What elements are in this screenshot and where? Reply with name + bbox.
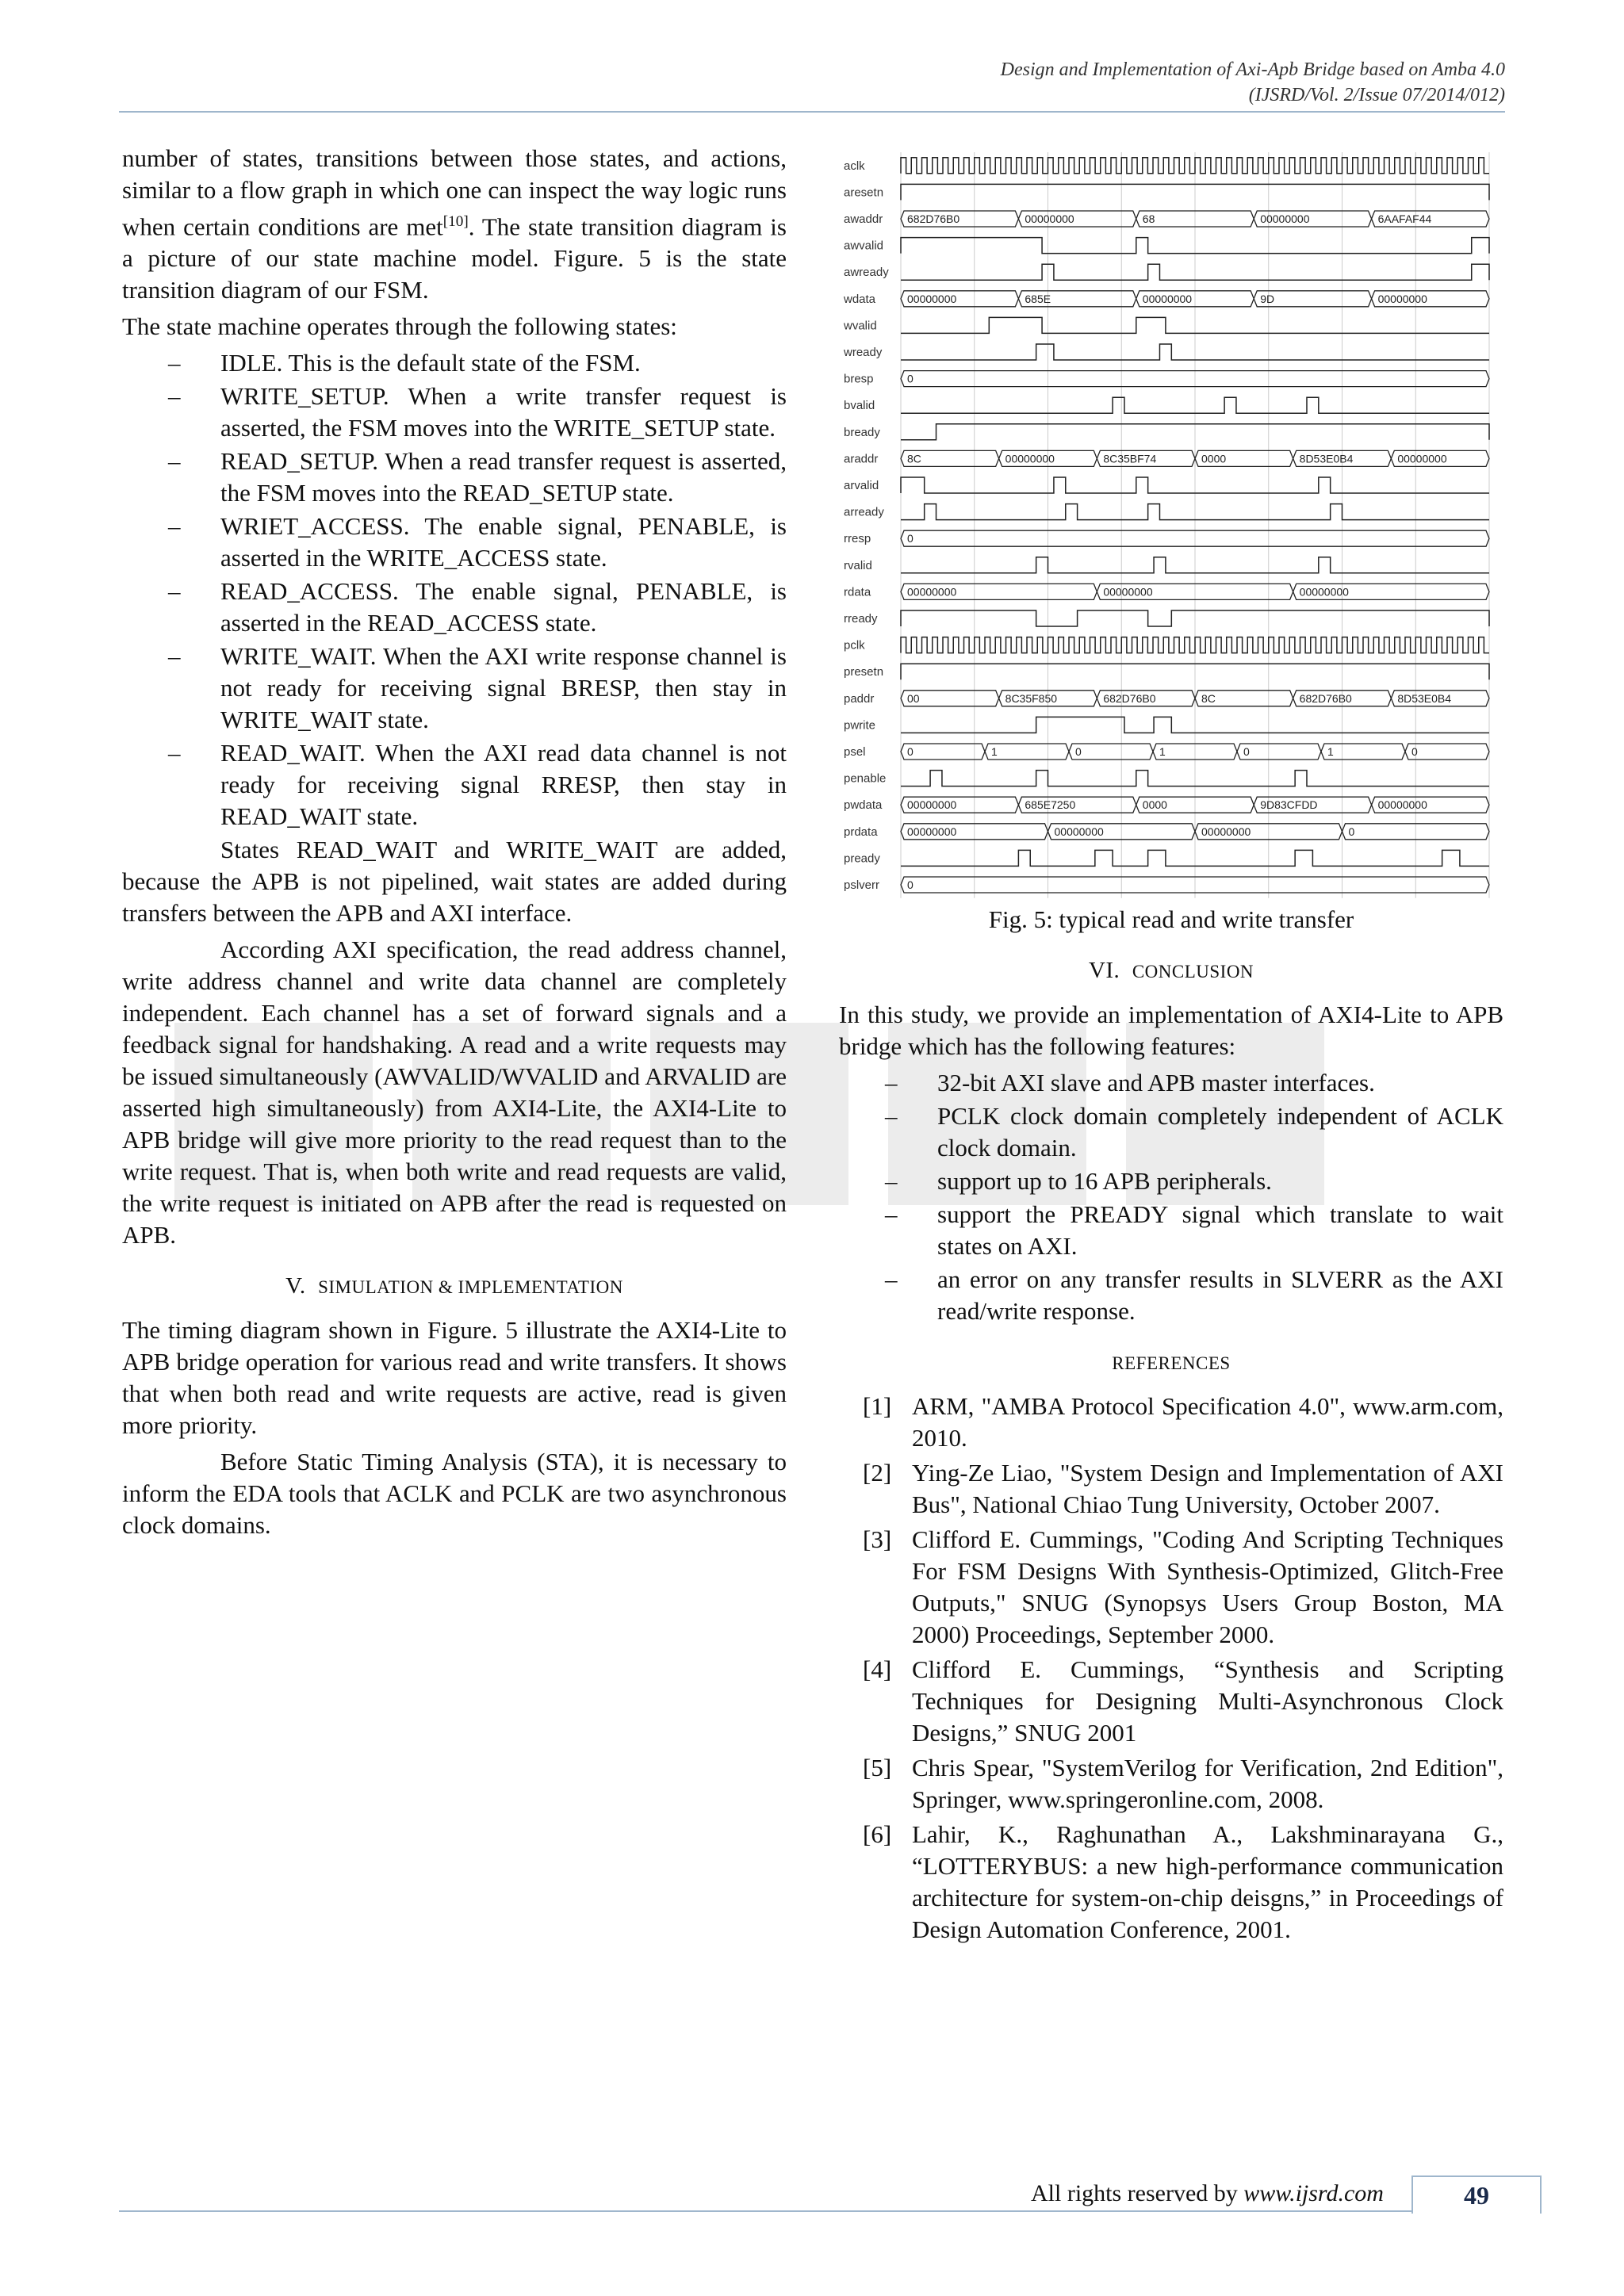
bus-segment [1321,744,1405,760]
bus-value: 00000000 [1377,798,1427,812]
signal-label: bvalid [844,399,875,413]
bus-value: 00000000 [1142,292,1193,305]
section-heading-conclusion: VI. CONCLUSION [1088,958,1254,983]
bus-value: 9D [1260,292,1275,305]
bus-value: 00000000 [1397,452,1447,465]
bus-value: 0 [1075,745,1082,758]
paragraph-timing: The timing diagram shown in Figure. 5 illustrate the AXI4-Lite to APB bridge operation for various read and write transfers. It shows that when both read and write requests are active, read is given more priority. [122,1316,787,1440]
bus-value: 00000000 [1103,585,1153,599]
state-list [122,347,787,832]
page-number: 49 [1411,2175,1542,2214]
signal-label: pclk [844,638,865,652]
bus-value: 00000000 [907,585,957,599]
signal-label: araddr [844,452,879,466]
bus-value: 00000000 [1054,825,1104,838]
bus-value: 68 [1142,212,1155,225]
signal-label: pslverr [844,878,880,892]
signal-label: awready [844,266,889,280]
bus-value: 00 [907,691,920,705]
bus-value: 8D53E0B4 [1397,691,1452,705]
signal-label: wvalid [844,319,877,333]
bus-value: 0 [1243,745,1250,758]
bus-segment [1237,744,1321,760]
section-heading-simulation: V. SIMULATION & IMPLEMENTATION [285,1273,623,1299]
list-item: – WRIET_ACCESS. The enable signal, PENABLE, is asserted in the WRITE_ACCESS state. [122,511,787,574]
figure-caption: Fig. 5: typical read and write transfer [988,905,1354,933]
bus-value: 00000000 [1005,452,1055,465]
header-title: Design and Implementation of Axi-Apb Bridge based on Amba 4.0 [1000,59,1505,80]
paragraph-sta: Before Static Timing Analysis (STA), it is necessary to inform the EDA tools that ACLK and PCLK are two asynchronous clock domains. [122,1448,787,1540]
bus-value: 0 [1411,745,1418,758]
signal-label: bready [844,425,880,439]
bus-value: 0 [907,532,914,545]
bus-value: 0 [907,878,914,891]
bus-value: 682D76B0 [1299,691,1352,705]
signal-label: prdata [844,825,878,839]
list-item: – WRITE_WAIT. When the AXI write response channel is not ready for receiving signal BRESP, then stay in WRITE_WAIT state. [122,641,787,736]
bus-value: 8C35F850 [1005,691,1058,705]
bus-value: 00000000 [907,825,957,838]
signal-label: arvalid [844,479,879,492]
bus-value: 00000000 [1299,585,1349,599]
signal-label: rresp [844,532,871,546]
bus-segment [1069,744,1153,760]
list-item: – READ_ACCESS. The enable signal, PENABLE, is asserted in the READ_ACCESS state. [122,576,787,639]
reference-item: [5] Chris Spear, "SystemVerilog for Verification, 2nd Edition", Springer, www.springeronline.com, 2008. [863,1754,1503,1813]
signal-label: awaddr [844,212,883,226]
right-column [839,143,1503,1949]
list-item: – an error on any transfer results in SLVERR as the AXI read/write response. [839,1264,1503,1327]
clock-waveform [901,637,1489,653]
bus-value: 685E7250 [1025,798,1076,812]
signal-label: rready [844,612,878,626]
signal-label: aresetn [844,186,884,200]
bus-value: 8D53E0B4 [1299,452,1354,465]
signal-label: pwrite [844,718,876,733]
bus-value: 00000000 [1201,825,1251,838]
bus-value: 682D76B0 [907,212,960,225]
reference-item: [3] Clifford E. Cummings, "Coding And Scripting Techniques For FSM Designs With Synthesis-Optimized, Glitch-Free Outputs," SNUG (Synopsys Users Group Boston, MA 2000) Proceedings, September 2000. [863,1525,1503,1648]
bus-segment [901,744,985,760]
paragraph-states-intro: The state machine operates through the following states: [122,312,677,341]
bus-value: 0000 [1201,452,1227,465]
header-issue: (IJSRD/Vol. 2/Issue 07/2014/012) [1248,85,1505,105]
paragraph-fsm-intro: number of states, transitions between those states, and actions, similar to a flow graph in which one can inspect the way logic runs when certain conditions are met[10]. The state transition diagram is a picture of our state machine model. Figure. 5 is the state transition diagram of our FSM. [122,144,787,304]
footer-rule [119,2210,1411,2212]
bus-value: 685E [1025,292,1051,305]
bus-value: 9D83CFDD [1260,798,1318,812]
section-heading-references: REFERENCES [1112,1353,1231,1373]
footer-site-link[interactable]: www.ijsrd.com [1243,2180,1384,2206]
signal-label: aclk [844,159,865,173]
bus-value: 00000000 [907,292,957,305]
signal-label: arready [844,505,884,519]
reference-item: [2] Ying-Ze Liao, "System Design and Implementation of AXI Bus", National Chiao Tung University, October 2007. [863,1459,1503,1518]
list-item: – 32-bit AXI slave and APB master interfaces. [839,1067,1503,1099]
signal-label: pready [844,851,880,866]
header-rule [119,111,1505,113]
bus-segment [1405,744,1489,760]
signal-label: bresp [844,372,874,386]
signal-label: wdata [844,292,876,306]
signal-label: rdata [844,585,871,599]
list-item: – READ_SETUP. When a read transfer request is asserted, the FSM moves into the READ_SETUP state. [122,446,787,509]
signal-label: pwdata [844,798,883,813]
list-item: – WRITE_SETUP. When a write transfer request is asserted, the FSM moves into the WRITE_SETUP state. [122,381,787,444]
bus-value: 00000000 [1260,212,1310,225]
feature-list [839,1067,1503,1327]
bus-value: 1 [1159,745,1166,758]
paragraph-axi-spec: According AXI specification, the read address channel, write address channel and write data channel are completely independent. Each channel has a set of forward signals and a feedback signal for handshaking. A read and a write requests may be issued simultaneously (AWVALID/WVALID and ARVALID are asserted high simultaneously) from AXI4-Lite, the AXI4-Lite to APB bridge will give more priority to the read request than to the write request. That is, when both write and read requests are valid, the write request is initiated on APB after the read is requested on APB. [122,936,787,1249]
signal-label: wready [844,346,883,359]
signal-label: presetn [844,665,884,679]
bus-value: 0 [907,745,914,758]
timing-diagram [839,143,1503,904]
bus-value: 8C [907,452,921,465]
bus-value: 0 [907,372,914,385]
bus-value: 0 [1348,825,1355,838]
left-column [122,143,787,1546]
list-item: – support the PREADY signal which translate to wait states on AXI. [839,1199,1503,1262]
signal-label: awvalid [844,239,884,253]
reference-list [839,1391,1503,1946]
bus-segment [985,744,1069,760]
bus-value: 0000 [1142,798,1167,812]
list-item: – PCLK clock domain completely independent of ACLK clock domain. [839,1100,1503,1164]
paragraph-conclusion: In this study, we provide an implementation of AXI4-Lite to APB bridge which has the following features: [839,1001,1503,1060]
running-header [1001,57,1505,108]
list-item: – READ_WAIT. When the AXI read data channel is not ready for receiving signal RRESP, then stay in READ_WAIT state. [122,737,787,832]
signal-label: psel [844,745,866,759]
bus-value: 1 [1327,745,1334,758]
paragraph-wait-states: States READ_WAIT and WRITE_WAIT are added, because the APB is not pipelined, wait states are added during transfers between the APB and AXI interface. [122,836,787,928]
reference-item: [4] Clifford E. Cummings, “Synthesis and Scripting Techniques for Designing Multi-Asynchronous Clock Designs,” SNUG 2001 [863,1655,1503,1747]
signal-label: paddr [844,691,875,706]
bus-value: 8C [1201,691,1216,705]
list-item: – support up to 16 APB peripherals. [839,1165,1503,1197]
bus-value: 1 [991,745,998,758]
reference-item: [1] ARM, "AMBA Protocol Specification 4.0", www.arm.com, 2010. [863,1392,1503,1452]
bus-value: 00000000 [1025,212,1074,225]
signal-label: penable [844,771,887,786]
signal-label: rvalid [844,558,872,572]
timing-diagram-figure [839,143,1503,904]
bus-value: 00000000 [907,798,957,812]
bus-value: 682D76B0 [1103,691,1156,705]
bus-value: 00000000 [1377,292,1427,305]
list-item: – IDLE. This is the default state of the FSM. [122,347,787,379]
bus-value: 6AAFAF44 [1377,212,1432,225]
bus-value: 8C35BF74 [1103,452,1157,465]
reference-item: [6] Lahir, K., Raghunathan A., Lakshminarayana G., “LOTTERYBUS: a new high-performance communication architecture for system-on-chip deisgns,” in Proceedings of Design Automation Conference, 2001. [863,1820,1503,1943]
clock-waveform [901,158,1489,174]
footer-rights: All rights reserved by www.ijsrd.com [1031,2180,1384,2206]
